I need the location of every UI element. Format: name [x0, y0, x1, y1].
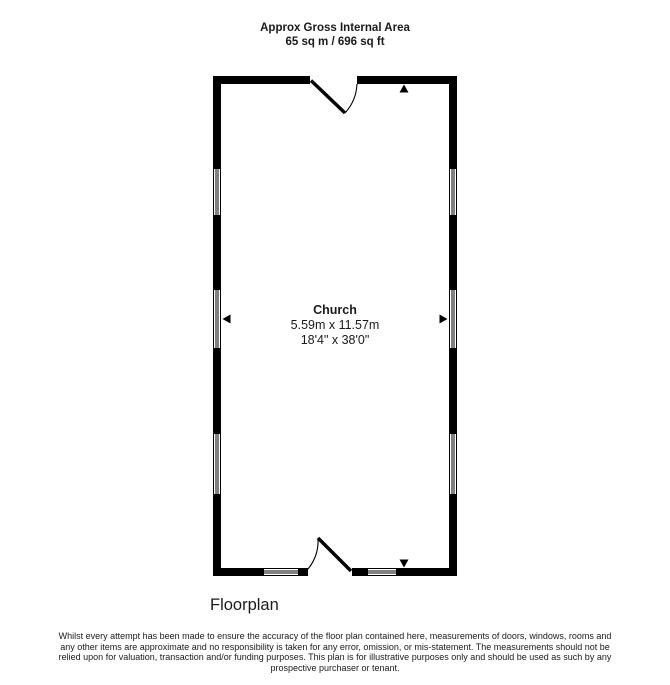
window-icon: [450, 290, 457, 349]
floorplan-caption: Floorplan: [210, 596, 279, 614]
measure-arrow-right-icon: [440, 315, 448, 324]
door-icon: [311, 81, 357, 114]
measure-arrow-up-icon: [400, 85, 409, 93]
gross-area-value: 65 sq m / 696 sq ft: [285, 35, 385, 48]
room-size-imperial: 18'4" x 38'0": [300, 333, 370, 347]
disclaimer-line: prospective purchaser or tenant.: [270, 662, 400, 673]
room-label: [235, 303, 435, 348]
window-icon: [214, 169, 221, 216]
window-symbols: [214, 169, 457, 576]
gross-area-heading: Approx Gross Internal Area: [260, 22, 410, 34]
room-name: Church: [313, 303, 357, 317]
room-size-metric: 5.59m x 11.57m: [290, 318, 380, 332]
disclaimer-line: relied upon for valuation, transaction and/or funding purposes. This plan is for illustrative purposes only and should be used as such by any: [58, 652, 612, 663]
disclaimer-line: Whilst every attempt has been made to ensure the accuracy of the floor plan contained here, measurements of doors, windows, rooms and: [58, 631, 612, 641]
window-icon: [264, 569, 299, 576]
window-icon: [450, 434, 457, 495]
measure-arrow-down-icon: [400, 560, 409, 568]
door-icon: [308, 538, 351, 571]
disclaimer-line: any other items are approximate and no responsibility is taken for any error, omission, or mis-statement. The measurements should not be: [60, 641, 610, 652]
window-icon: [450, 169, 457, 216]
measure-arrow-left-icon: [223, 315, 231, 324]
window-icon: [368, 569, 397, 576]
window-icon: [214, 434, 221, 495]
window-icon: [214, 290, 221, 349]
disclaimer-text: [15, 631, 655, 673]
